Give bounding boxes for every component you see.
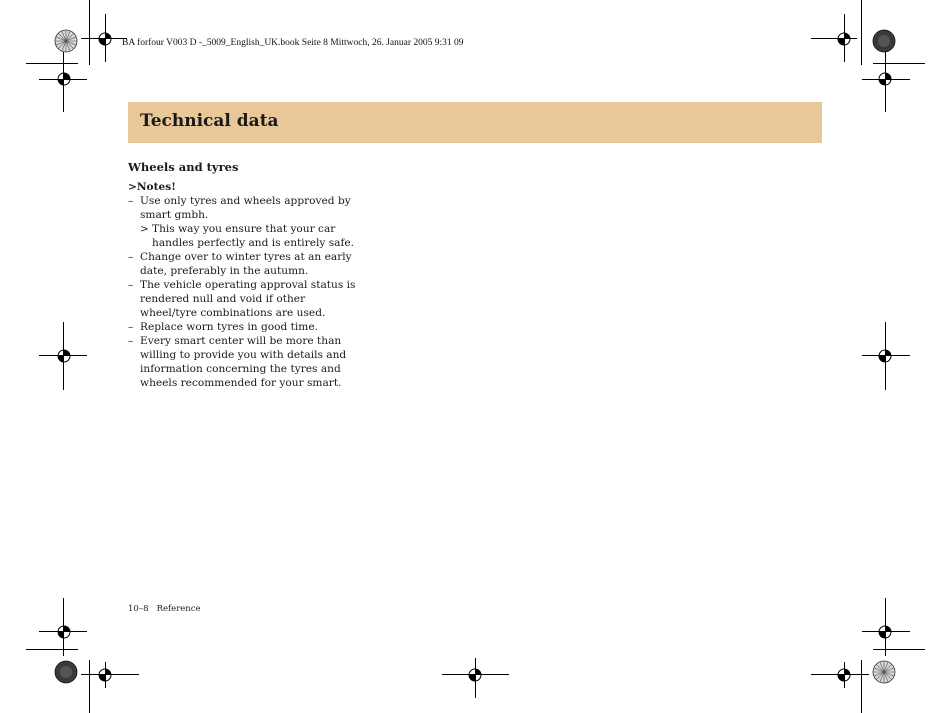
registration-mark-icon <box>96 30 114 48</box>
footer-section-label: Reference <box>156 604 201 614</box>
registration-mark-icon <box>876 623 894 641</box>
crop-line <box>89 0 90 65</box>
registration-mark-icon <box>835 666 853 684</box>
registration-mark-icon <box>55 623 73 641</box>
result-marker: > <box>140 223 149 235</box>
color-wheel-icon <box>872 29 896 53</box>
sub-list-item <box>128 222 358 250</box>
page-title: Technical data <box>140 111 279 131</box>
registration-mark-icon <box>55 70 73 88</box>
registration-mark-icon <box>55 347 73 365</box>
color-wheel-icon <box>54 660 78 684</box>
crop-line <box>873 649 925 650</box>
list-item <box>128 320 358 334</box>
list-item <box>128 250 358 278</box>
crop-line <box>26 649 78 650</box>
registration-mark-icon <box>835 30 853 48</box>
registration-mark-icon <box>876 347 894 365</box>
section-title: Wheels and tyres <box>128 160 239 174</box>
notes-label: >Notes! <box>128 181 176 193</box>
list-item-text: Replace worn tyres in good time. <box>140 321 318 333</box>
color-wheel-icon <box>54 29 78 53</box>
page-footer <box>128 604 201 614</box>
list-item <box>128 334 358 390</box>
list-item-text: Use only tyres and wheels approved by smart gmbh. <box>140 195 351 221</box>
chapter-banner <box>128 102 822 143</box>
list-bullet: – <box>128 195 134 207</box>
crop-line <box>861 660 862 713</box>
list-bullet: – <box>128 335 134 347</box>
print-slug-line: BA forfour V003 D -_5009_English_UK.book Seite 8 Mittwoch, 26. Januar 2005 9:31 09 <box>122 38 464 48</box>
main-content <box>128 160 358 390</box>
crop-line <box>873 63 925 64</box>
page-number: 10–8 <box>128 604 149 614</box>
registration-mark-icon <box>876 70 894 88</box>
crop-line <box>26 63 78 64</box>
crop-line <box>89 660 90 713</box>
list-item-text: Change over to winter tyres at an early date, preferably in the autumn. <box>140 251 352 277</box>
crop-line <box>861 0 862 65</box>
list-item-text: Every smart center will be more than willing to provide you with details and information concerning the tyres and wheels recommended for your smart. <box>140 335 347 389</box>
list-item <box>128 194 358 222</box>
list-item-text: The vehicle operating approval status is rendered null and void if other wheel/tyre combinations are used. <box>140 279 356 319</box>
list-bullet: – <box>128 279 134 291</box>
list-item <box>128 278 358 320</box>
registration-mark-icon <box>96 666 114 684</box>
registration-mark-icon <box>466 666 484 684</box>
list-bullet: – <box>128 321 134 333</box>
list-bullet: – <box>128 251 134 263</box>
color-wheel-icon <box>872 660 896 684</box>
sub-list-item-text: This way you ensure that your car handles perfectly and is entirely safe. <box>152 223 355 249</box>
